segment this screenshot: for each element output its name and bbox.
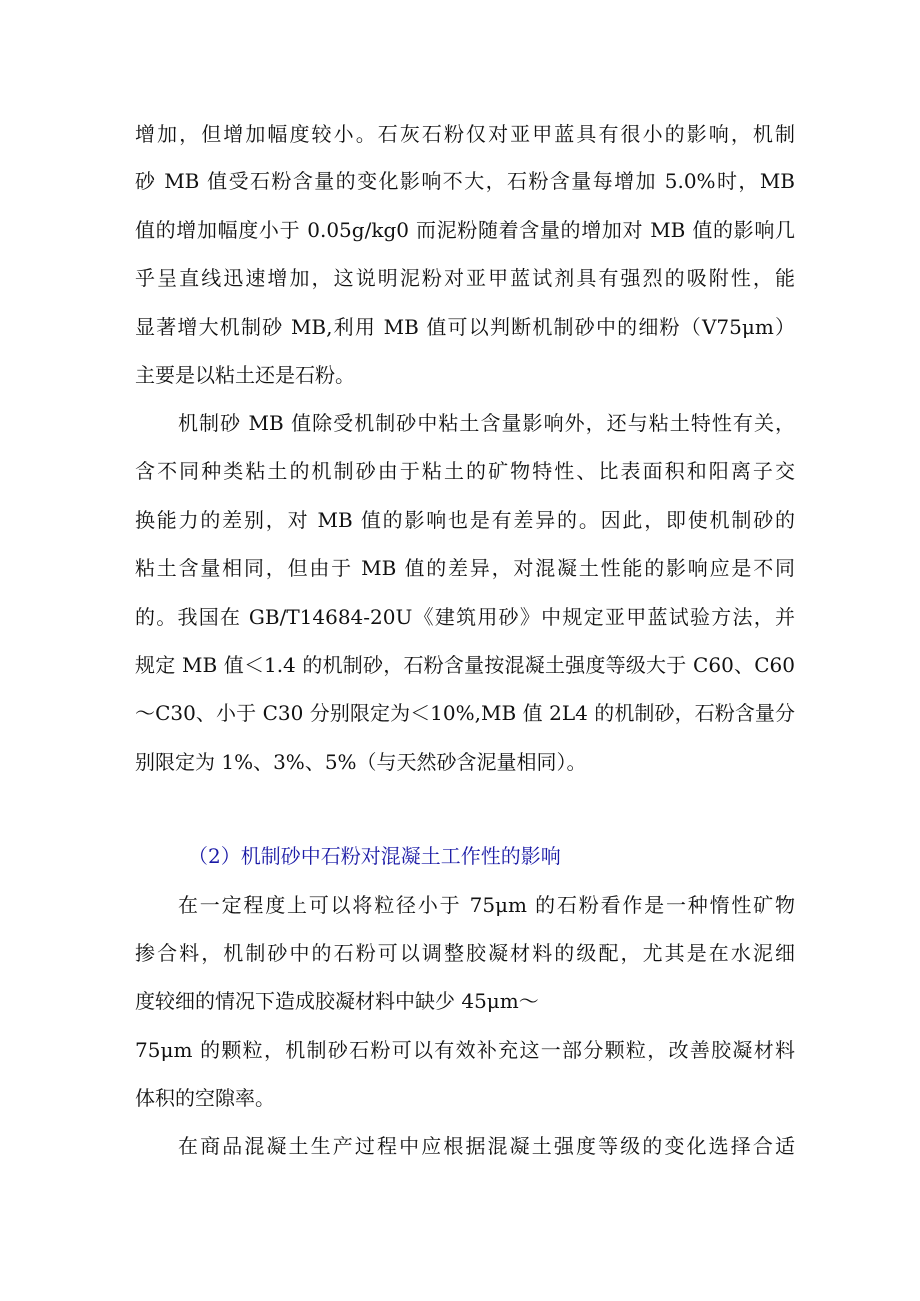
- paragraph-4-line-1: 75μm 的颗粒，机制砂石粉可以有效补充这一部分颗粒，改善胶凝材料: [135, 1038, 795, 1062]
- paragraph-2-line-2: 含不同种类粘土的机制砂由于粘土的矿物特性、比表面积和阳离子交: [135, 459, 795, 483]
- paragraph-2-line-8: 别限定为 1%、3%、5%（与天然砂含泥量相同）。: [135, 750, 587, 774]
- paragraph-2-line-7: ～C30、小于 C30 分别限定为＜10%,MB 值 2L4 的机制砂，石粉含量分: [135, 701, 795, 725]
- paragraph-1-line-1: 增加，但增加幅度较小。石灰石粉仅对亚甲蓝具有很小的影响，机制: [135, 122, 795, 146]
- paragraph-1-line-2: 砂 MB 值受石粉含量的变化影响不大，石粉含量每增加 5.0%时，MB: [135, 169, 795, 193]
- paragraph-1-line-5: 显著增大机制砂 MB,利用 MB 值可以判断机制砂中的细粉（V75μm）: [135, 315, 795, 339]
- paragraph-1-line-6: 主要是以粘土还是石粉。: [135, 363, 355, 387]
- paragraph-2-line-3: 换能力的差别，对 MB 值的影响也是有差异的。因此，即使机制砂的: [135, 508, 795, 532]
- paragraph-3-line-3: 度较细的情况下造成胶凝材料中缺少 45μm～: [135, 989, 539, 1013]
- section-heading: （2）机制砂中石粉对混凝土工作性的影响: [188, 844, 561, 868]
- paragraph-1-line-4: 乎呈直线迅速增加，这说明泥粉对亚甲蓝试剂具有强烈的吸附性，能: [135, 266, 795, 290]
- paragraph-2-line-4: 粘土含量相同，但由于 MB 值的差异，对混凝土性能的影响应是不同: [135, 556, 795, 580]
- paragraph-4-line-2: 体积的空隙率。: [135, 1086, 275, 1110]
- paragraph-2-line-1: 机制砂 MB 值除受机制砂中粘土含量影响外，还与粘土特性有关，: [178, 411, 795, 435]
- paragraph-2-line-5: 的。我国在 GB/T14684-20U《建筑用砂》中规定亚甲蓝试验方法，并: [135, 605, 795, 629]
- paragraph-3-line-1: 在一定程度上可以将粒径小于 75μm 的石粉看作是一种惰性矿物: [178, 893, 795, 917]
- paragraph-2-line-6: 规定 MB 值＜1.4 的机制砂，石粉含量按混凝土强度等级大于 C60、C60: [135, 653, 795, 677]
- paragraph-5-line-1: 在商品混凝土生产过程中应根据混凝土强度等级的变化选择合适: [178, 1134, 795, 1158]
- paragraph-3-line-2: 掺合料，机制砂中的石粉可以调整胶凝材料的级配，尤其是在水泥细: [135, 941, 795, 965]
- paragraph-1-line-3: 值的增加幅度小于 0.05g/kg0 而泥粉随着含量的增加对 MB 值的影响几: [135, 218, 795, 242]
